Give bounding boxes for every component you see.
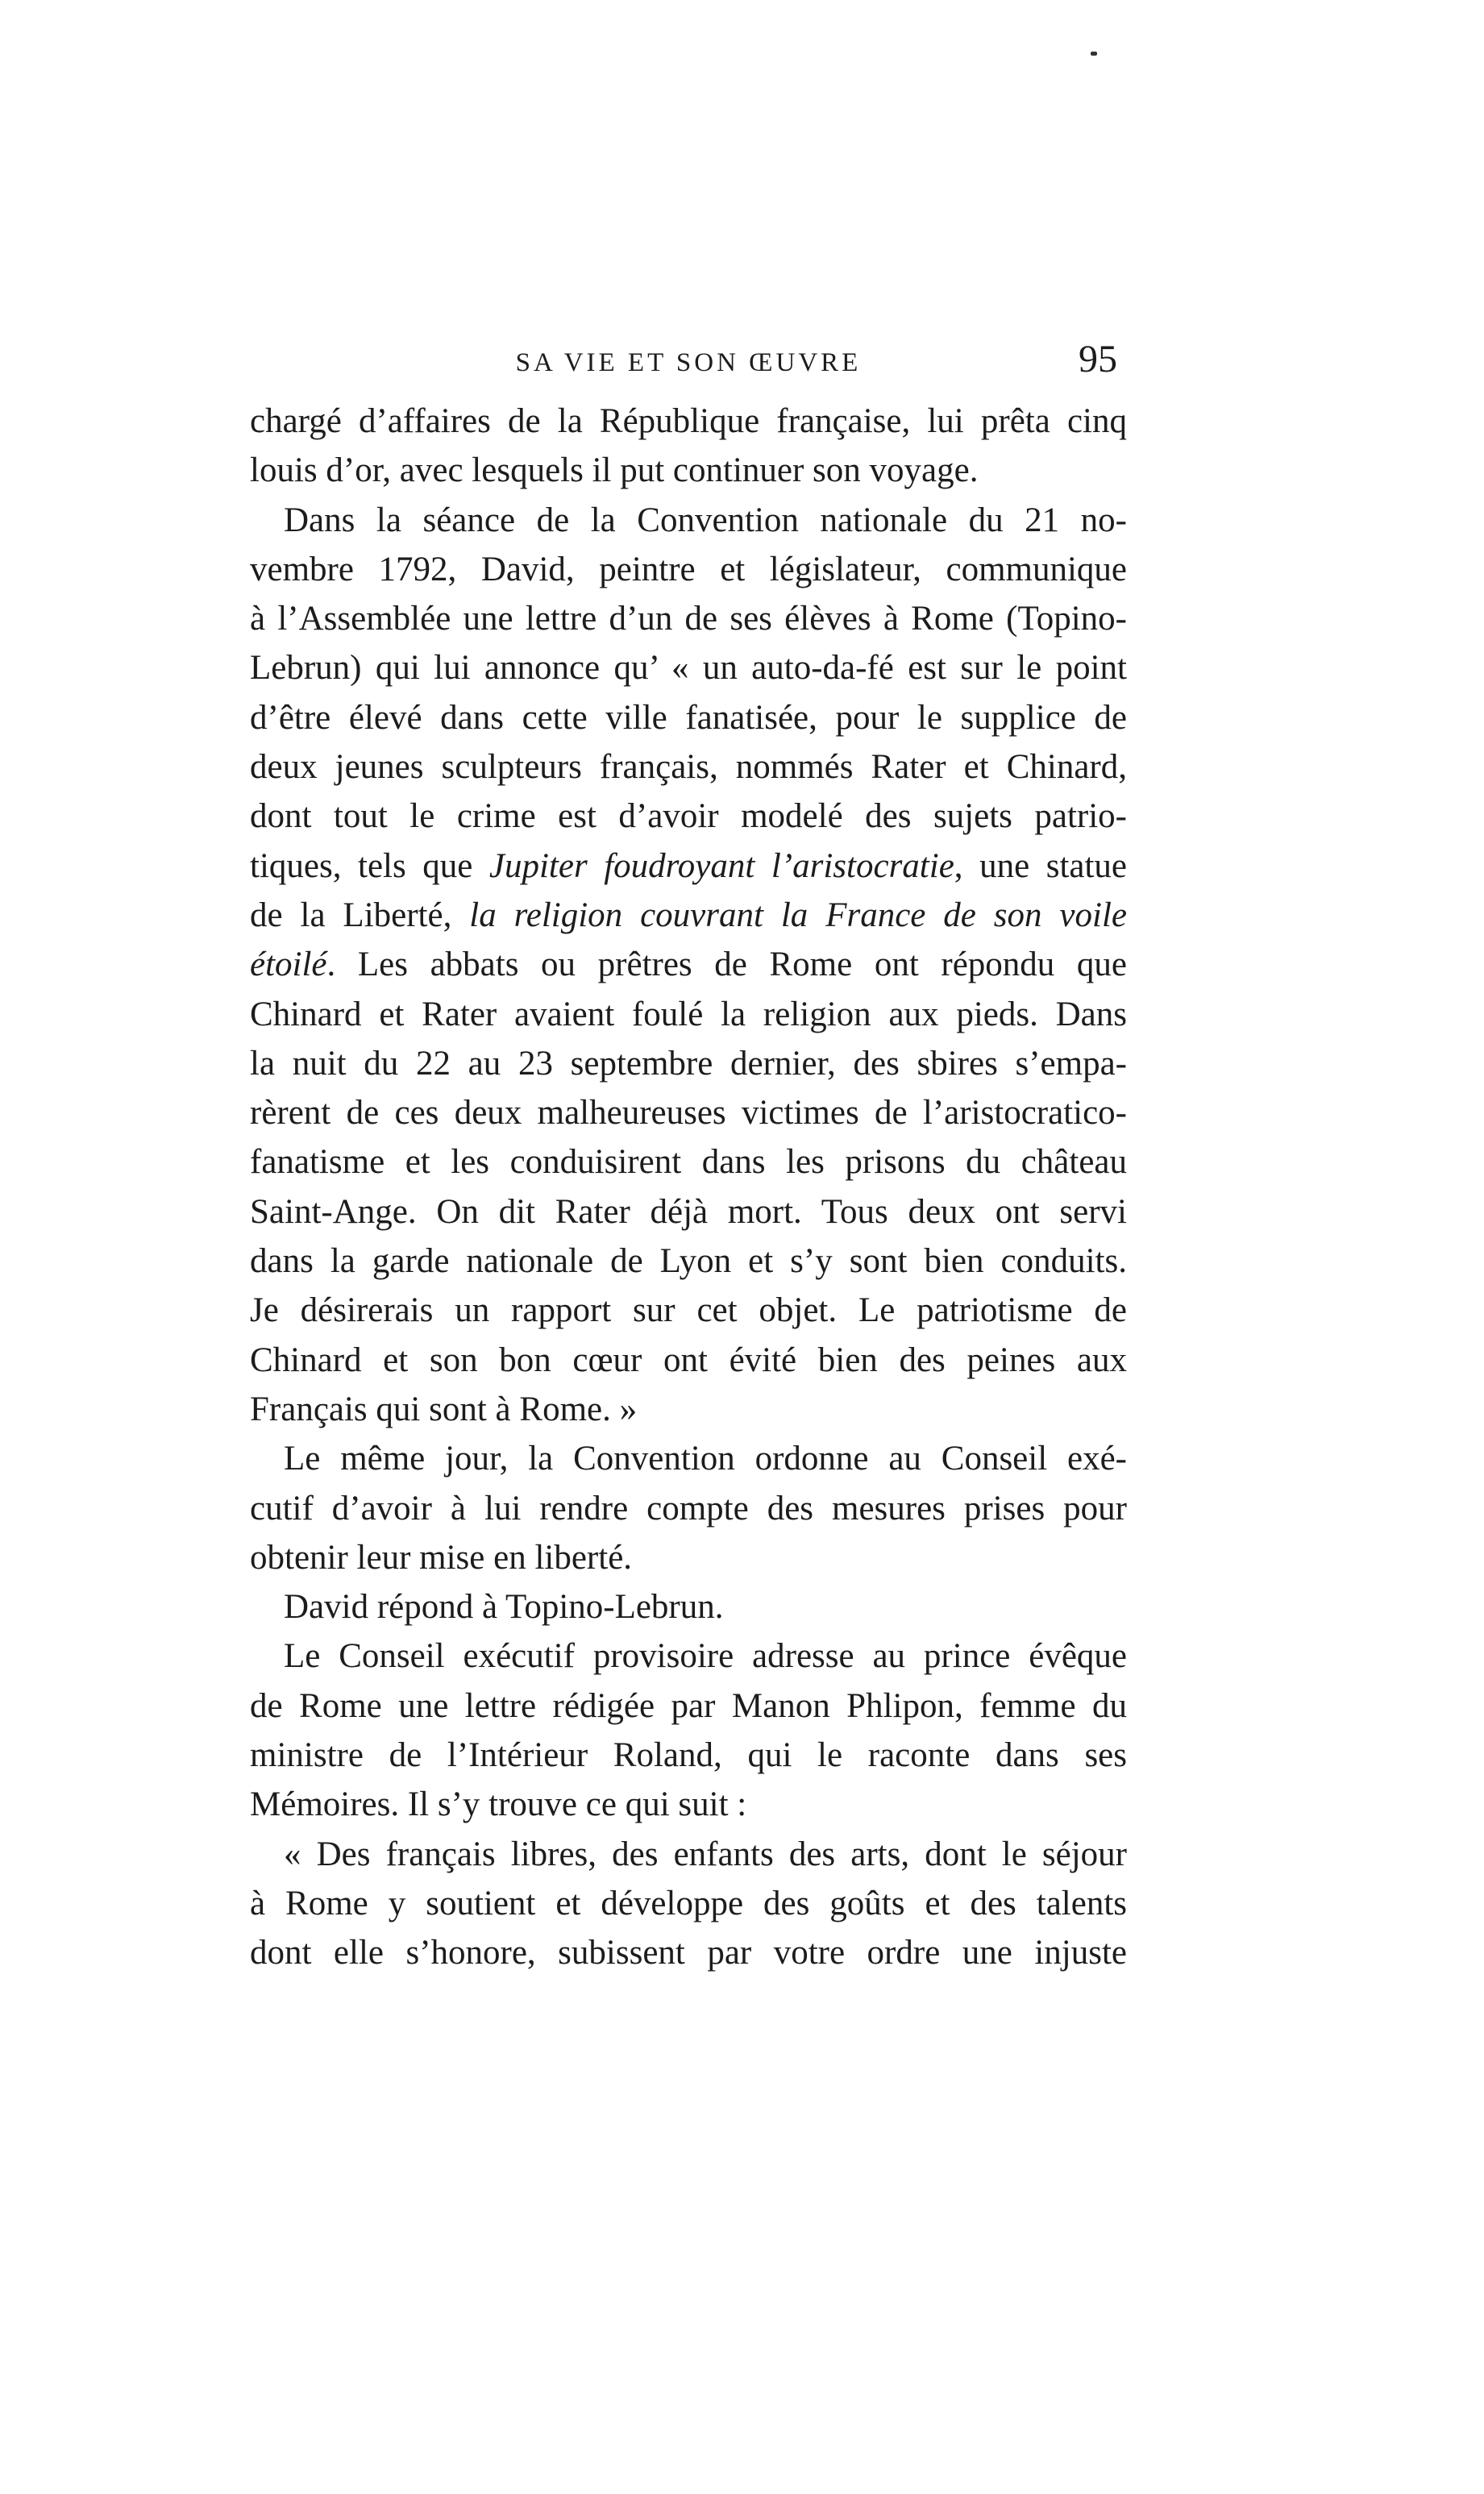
text-span: deux jeunes sculpteurs français, nommés Rater et Chinard, (250, 748, 1127, 787)
text-line (250, 1039, 1127, 1088)
text-span: , une statue (954, 846, 1127, 885)
text-span: Le même jour, la Convention ordonne au Conseil exé- (284, 1440, 1127, 1478)
text-line (250, 1631, 1127, 1681)
text-line (250, 1830, 1127, 1879)
text-span: ministre de l’Intérieur Roland, qui le raconte dans ses (250, 1736, 1127, 1775)
text-span: de Rome une lettre rédigée par Manon Phlipon, femme du (250, 1686, 1127, 1725)
text-span: fanatisme et les conduisirent dans les prisons du château (250, 1143, 1127, 1182)
text-line (250, 1187, 1127, 1237)
text-span: vembre 1792, David, peintre et législateur, communique (250, 550, 1127, 588)
italic-text: la religion couvrant la France de son voile (469, 896, 1127, 934)
text-line (250, 1484, 1127, 1533)
text-span: tiques, tels que (250, 846, 489, 885)
text-line (250, 397, 1127, 446)
text-line (250, 693, 1127, 742)
body-text (250, 397, 1127, 1978)
text-line (250, 940, 1127, 989)
text-line (250, 1434, 1127, 1483)
italic-text: Jupiter foudroyant l’aristocratie (488, 846, 954, 885)
italic-text: étoilé (250, 946, 327, 984)
ink-speck (1091, 52, 1097, 56)
text-span: rèrent de ces deux malheureuses victimes de l’aristocratico- (250, 1094, 1127, 1133)
text-line (250, 1582, 1127, 1631)
text-span: dont elle s’honore, subissent par votre ordre une injuste (250, 1934, 1127, 1972)
text-line (250, 742, 1127, 792)
text-line (250, 792, 1127, 841)
text-span: Français qui sont à Rome. » (250, 1390, 638, 1428)
text-line (250, 545, 1127, 594)
text-span: de la Liberté, (250, 896, 470, 934)
text-span: louis d’or, avec lesquels il put continuer son voyage. (250, 451, 979, 490)
text-span: Dans la séance de la Convention nationale du 21 no- (284, 501, 1127, 539)
text-line (250, 1385, 1127, 1434)
text-line (250, 1237, 1127, 1286)
text-line (250, 643, 1127, 692)
text-span: Chinard et son bon cœur ont évité bien des peines aux (250, 1341, 1127, 1379)
text-span: « Des français libres, des enfants des arts, dont le séjour (284, 1835, 1127, 1873)
text-span: à Rome y soutient et développe des goûts et des talents (250, 1884, 1127, 1922)
text-line (250, 1533, 1127, 1582)
text-span: David répond à Topino-Lebrun. (284, 1588, 724, 1627)
text-line (250, 842, 1127, 891)
text-line (250, 1780, 1127, 1829)
text-span: Chinard et Rater avaient foulé la religion aux pieds. Dans (250, 995, 1127, 1033)
text-line (250, 1336, 1127, 1385)
text-line (250, 594, 1127, 643)
text-span: chargé d’affaires de la République française, lui prêta cinq (250, 402, 1127, 440)
text-span: obtenir leur mise en liberté. (250, 1538, 633, 1577)
text-line (250, 1286, 1127, 1335)
text-span: cutif d’avoir à lui rendre compte des mesures prises pour (250, 1489, 1127, 1528)
text-span: Le Conseil exécutif provisoire adresse au prince évêque (284, 1637, 1127, 1676)
text-line (250, 446, 1127, 495)
text-span: la nuit du 22 au 23 septembre dernier, des sbires s’empa- (250, 1044, 1127, 1083)
text-line (250, 496, 1127, 545)
text-span: à l’Assemblée une lettre d’un de ses élèves à Rome (Topino- (250, 600, 1127, 638)
text-span: Mémoires. Il s’y trouve ce qui suit : (250, 1785, 747, 1824)
text-line (250, 891, 1127, 940)
text-span: Je désirerais un rapport sur cet objet. Le patriotisme de (250, 1291, 1127, 1330)
text-line (250, 990, 1127, 1039)
text-line (250, 1137, 1127, 1187)
page-number: 95 (1079, 338, 1117, 380)
running-title: SA VIE ET SON ŒUVRE (515, 348, 862, 377)
text-span: Saint-Ange. On dit Rater déjà mort. Tous deux ont servi (250, 1192, 1127, 1231)
text-span: Lebrun) qui lui annonce qu’ « un auto-da-fé est sur le point (250, 649, 1127, 688)
text-span: dans la garde nationale de Lyon et s’y sont bien conduits. (250, 1242, 1127, 1281)
text-span: . Les abbats ou prêtres de Rome ont répondu que (326, 946, 1127, 984)
text-line (250, 1928, 1127, 1977)
text-line (250, 1731, 1127, 1780)
text-line (250, 1879, 1127, 1928)
page-header (250, 337, 1127, 401)
text-line (250, 1681, 1127, 1731)
text-span: dont tout le crime est d’avoir modelé des sujets patrio- (250, 797, 1127, 836)
text-span: d’être élevé dans cette ville fanatisée, pour le supplice de (250, 698, 1127, 737)
text-line (250, 1088, 1127, 1137)
